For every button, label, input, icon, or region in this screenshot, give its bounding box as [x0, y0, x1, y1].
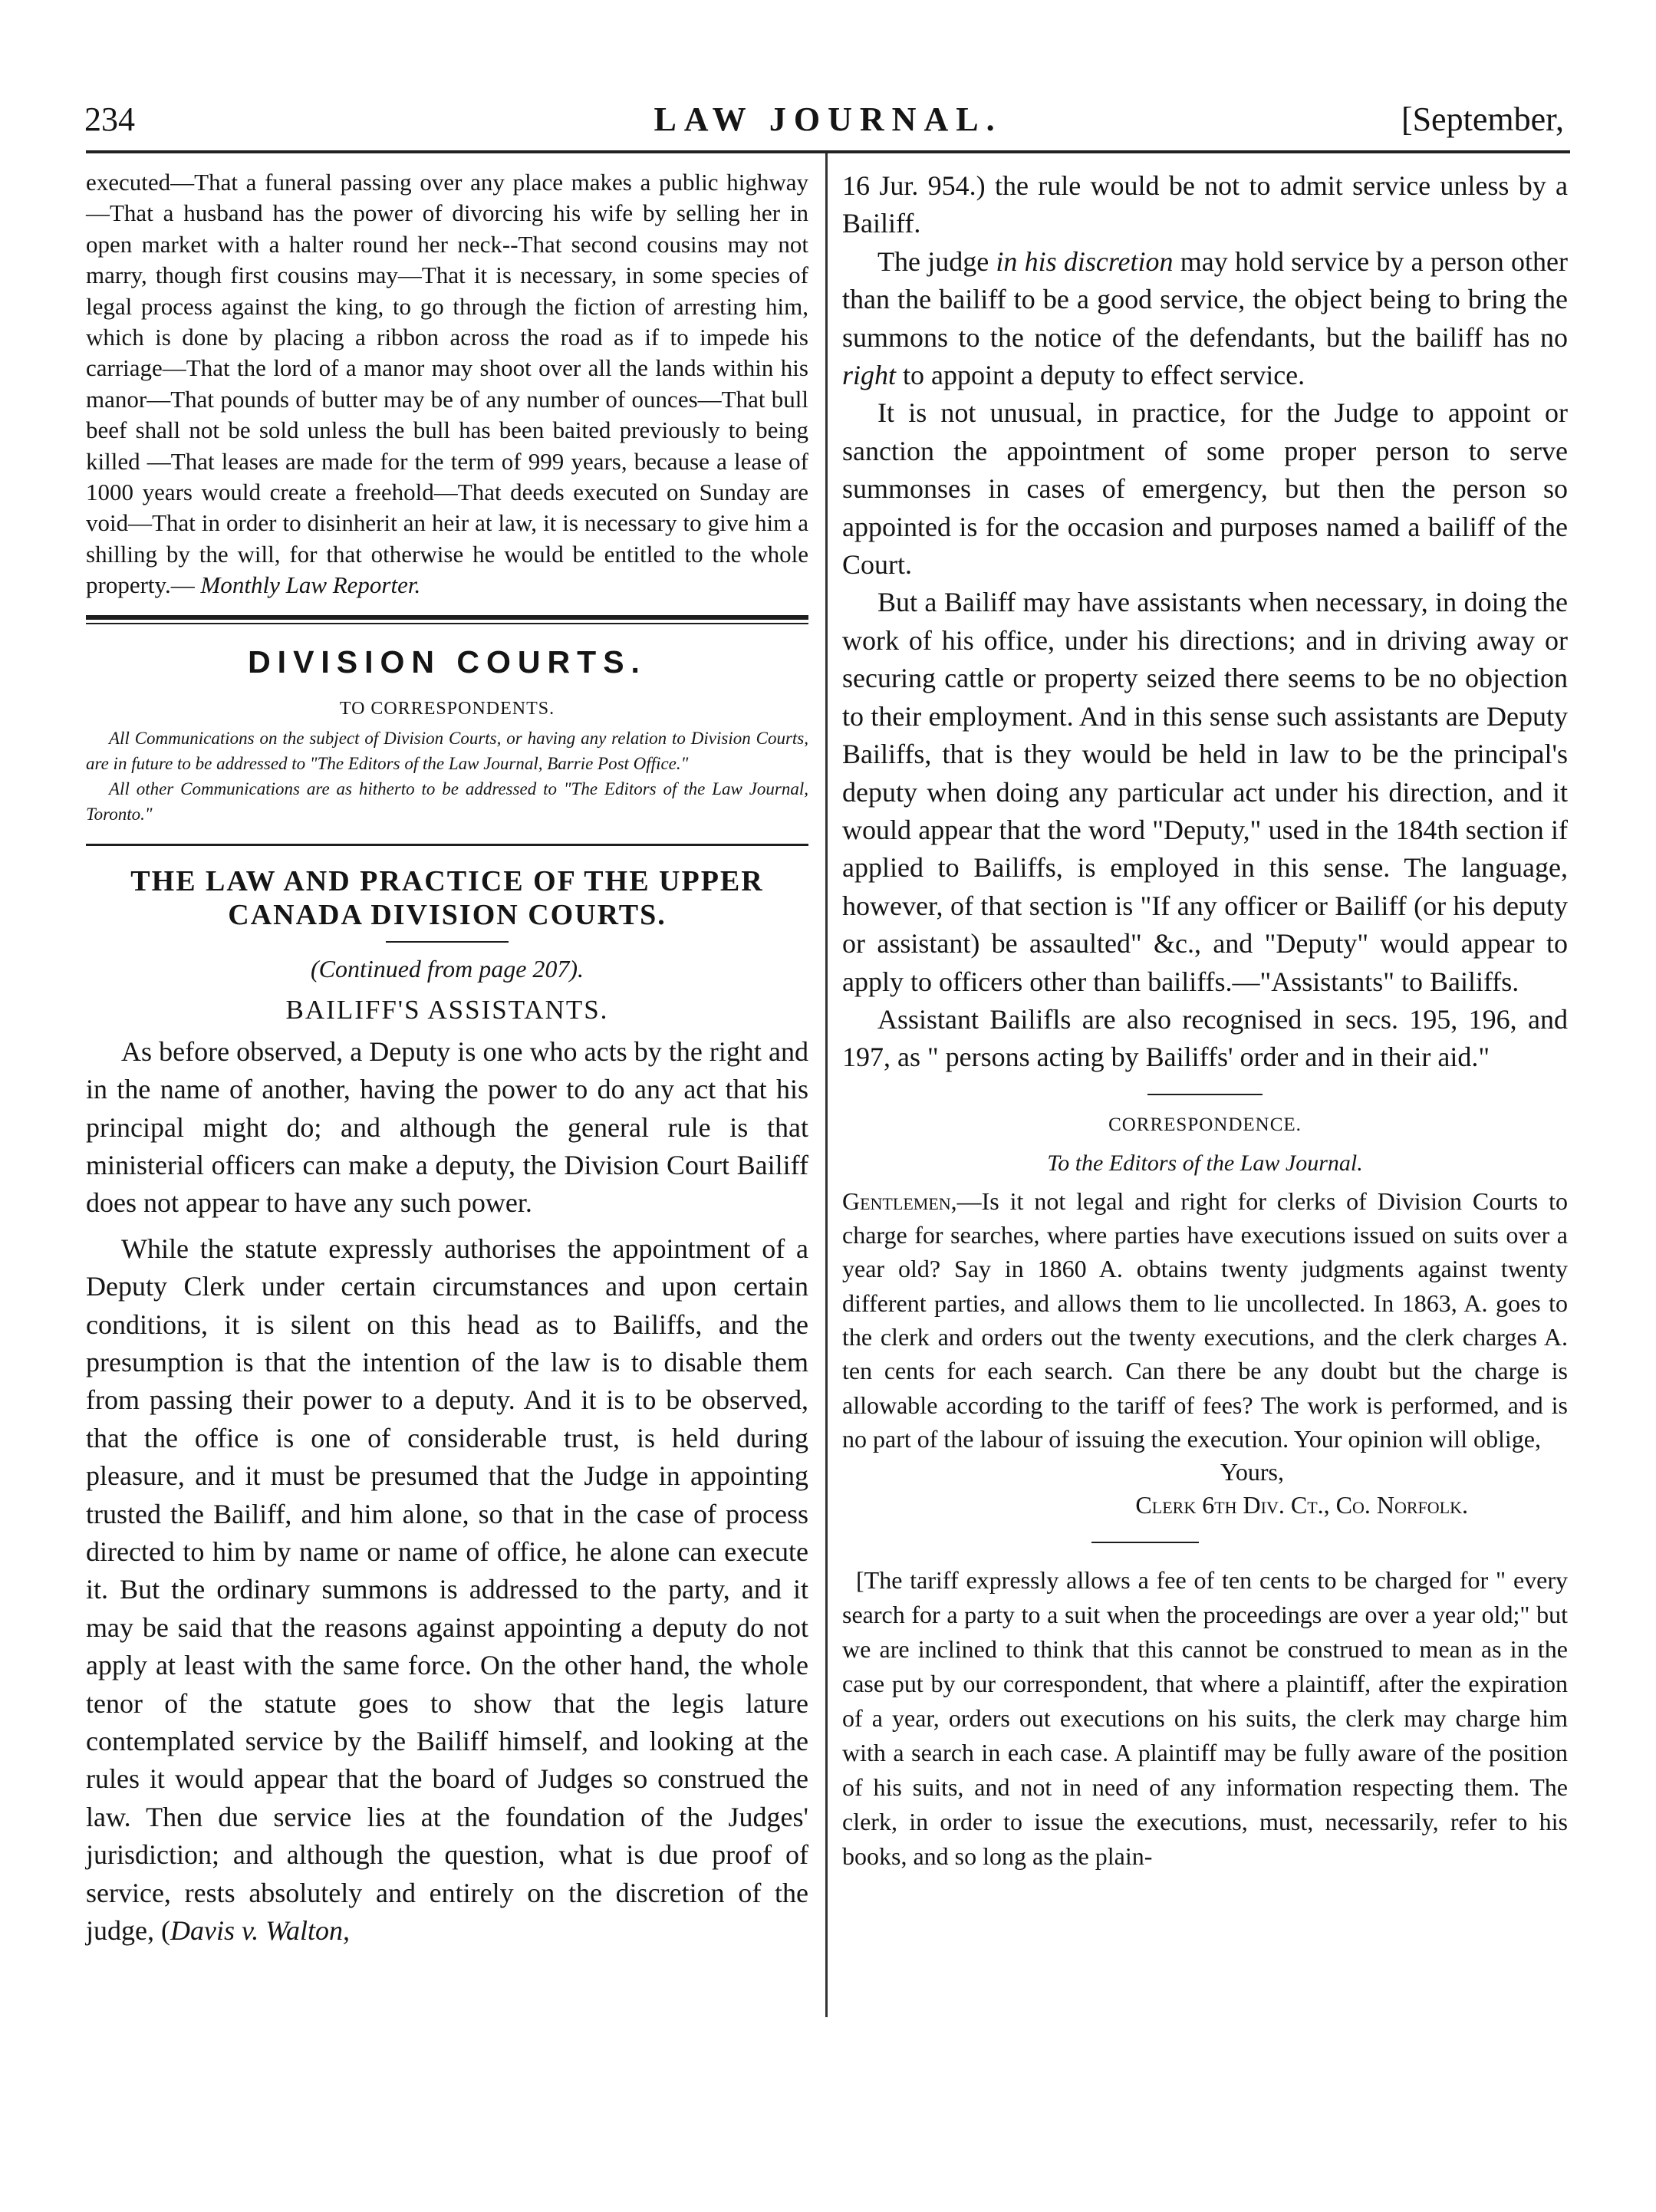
section-rule-thin	[86, 623, 808, 624]
continuation-paragraph: 16 Jur. 954.) the rule would be not to admit service unless by a Bailiff.	[842, 170, 1568, 239]
right-column	[842, 167, 1568, 1874]
header-rule	[86, 150, 1570, 153]
assistants-paragraph: But a Bailiff may have assistants when necessary, in doing the work of his office, under his directions; and in driving away or securing cattle or property seized there seems to be no objection to their employment. And in this sense such assistants are Deputy Bailiffs, that is they would be held in law to be the principal's deputy when doing any particular act under his direction, and it would appear that the word "Deputy," used in the 184th section if applied to Bailiffs, is employed in this sense. The language, however, of that section is "If any officer or Bailiff (or his deputy or assistant) be assaulted" &c., and "Deputy" would appear to apply to officers other than bailiffs.—"Assistants" to Bailiffs.	[842, 587, 1568, 997]
article-title-line-1: THE LAW AND PRACTICE OF THE UPPER	[130, 864, 764, 897]
discretion-text-1: The judge	[877, 245, 996, 277]
correspondence-heading: CORRESPONDENCE.	[1108, 1114, 1302, 1135]
continued-note: (Continued from page 207).	[310, 954, 584, 983]
discretion-italic: in his discretion	[996, 245, 1174, 277]
letter-signature: Clerk 6th Div. Ct., Co. Norfolk.	[1135, 1491, 1468, 1519]
article-paragraph-1: As before observed, a Deputy is one who acts by the right and in the name of another, having the power to do any act that his principal might do; and although the general rule is that ministerial officers can make a deputy, the Division Court Bailiff does not appear to have any such power.	[86, 1035, 808, 1219]
section-rule-thick	[86, 615, 808, 620]
article-paragraph-2	[86, 1230, 808, 1950]
correspondence-rule	[1147, 1094, 1263, 1095]
left-column	[86, 167, 808, 1950]
page-number: 234	[84, 100, 135, 138]
to-correspondents-heading: TO CORRESPONDENTS.	[339, 698, 555, 719]
notice-1: All Communications on the subject of Division Courts, or having any relation to Division Courts, are in future to be addressed to "The Editors of the Law Journal, Barrie Post Office."	[86, 728, 808, 773]
intro-paragraph	[86, 167, 808, 601]
title-short-rule	[386, 941, 509, 943]
reply-rule	[1091, 1542, 1199, 1543]
article-subheading: BAILIFF'S ASSISTANTS.	[285, 994, 609, 1025]
letter-signoff: Yours,	[1220, 1458, 1284, 1486]
issue-month: [September,	[1401, 100, 1564, 138]
discretion-paragraph	[842, 243, 1568, 395]
editor-reply: [The tariff expressly allows a fee of ten cents to be charged for " every search for a party to a suit when the proceedings are over a year old;" but we are inclined to think that this cannot be construed to mean as in the case put by our correspondent, that where a plaintiff, after the expiration of a year, orders out executions on his suits, the clerk may charge him with a search in each case. A plaintiff may be fully aware of the position of his suits, and not in need of any information respecting them. The clerk, in order to issue the executions, must, necessarily, refer to his books, and so long as the plain-	[842, 1566, 1568, 1871]
letter-salutation: Gentlemen,	[842, 1187, 957, 1215]
article-paragraph-2-text: While the statute expressly authorises the appointment of a Deputy Clerk under certain circumstances and upon certain conditions, it is silent on this head as to Bailiffs, and the presumption is that the intention of the law is to disable them from passing their power to a deputy. And it is to be observed, that the office is one of considerable trust, is held during pleasure, and it must be presumed that the Judge in appointing trusted the Bailiff, and him alone, so that in the case of process directed to him by name or name of office, he alone can execute it. But the ordinary summons is addressed to the party, and it may be said that the reasons against appointing a deputy do not apply at least with the same force. On the other hand, the whole tenor of the statute goes to show that the legis lature contemplated service by the Bailiff himself, and looking at the rules it would appear that the board of Judges so construed the law. Then due service lies at the foundation of the Judges' jurisdiction; and although the question, what is due proof of service, rests absolutely and entirely on the discretion of the judge, (	[86, 1233, 808, 1947]
case-citation: Davis v. Walton,	[170, 1915, 350, 1947]
notice-2: All other Communications are as hitherto to be addressed to "The Editors of the Law Journal, Toronto."	[86, 778, 808, 824]
discretion-text-3: to appoint a deputy to effect service.	[896, 360, 1305, 391]
discretion-text-2: may hold service by a person other than the bailiff to be a good service, the object being to bring the summons to the notice of the defendants, but the bailiff has no	[842, 245, 1568, 353]
letter-body	[842, 1184, 1568, 1456]
letter-text: —Is it not legal and right for clerks of Division Courts to charge for searches, where parties have executions issued on suits over a year old? Say in 1860 A. obtains twenty judgments against twenty different parties, and allows them to lie uncollected. In 1863, A. goes to the clerk and orders out the twenty executions, and the clerk charges A. ten cents for each search. Can there be any doubt but the charge is allowable according to the tariff of fees? The work is performed, and is no part of the labour of issuing the execution. Your opinion will oblige,	[842, 1187, 1568, 1453]
column-divider	[825, 153, 828, 2017]
right-italic: right	[842, 360, 897, 391]
to-editors-line: To the Editors of the Law Journal.	[1047, 1150, 1363, 1176]
journal-title: LAW JOURNAL.	[654, 100, 1002, 138]
intro-source: Monthly Law Reporter.	[200, 571, 421, 599]
section-title: DIVISION COURTS.	[248, 644, 647, 680]
notice-rule	[86, 844, 808, 846]
emergency-paragraph: It is not unusual, in practice, for the Judge to appoint or sanction the appointment of some proper person to serve summonses in cases of emergency, but then the person so appointed is for the occasion and purposes named a bailiff of the Court.	[842, 397, 1568, 581]
recognised-paragraph: Assistant Bailifls are also recognised in secs. 195, 196, and 197, as " persons acting by Bailiffs' order and in their aid."	[842, 1003, 1568, 1073]
article-title-line-2: CANADA DIVISION COURTS.	[228, 898, 667, 931]
intro-text: executed—That a funeral passing over any place makes a public highway—That a husband has the power of divorcing his wife by selling her in open market with a halter round her neck--That second cousins may not marry, though first cousins may—That it is necessary, in some species of legal process against the king, to go through the fiction of arresting him, which is done by placing a ribbon across the road as if to impede his carriage—That the lord of a manor may shoot over all the lands within his manor—That pounds of butter may be of any number of ounces—That bull beef shall not be sold unless the bull has been baited previously to being killed —That leases are made for the term of 999 years, because a lease of 1000 years would create a freehold—That deeds executed on Sunday are void—That in order to disinherit an heir at law, it is necessary to give him a shilling by the will, for that otherwise he would be entitled to the whole property.—	[86, 169, 808, 599]
